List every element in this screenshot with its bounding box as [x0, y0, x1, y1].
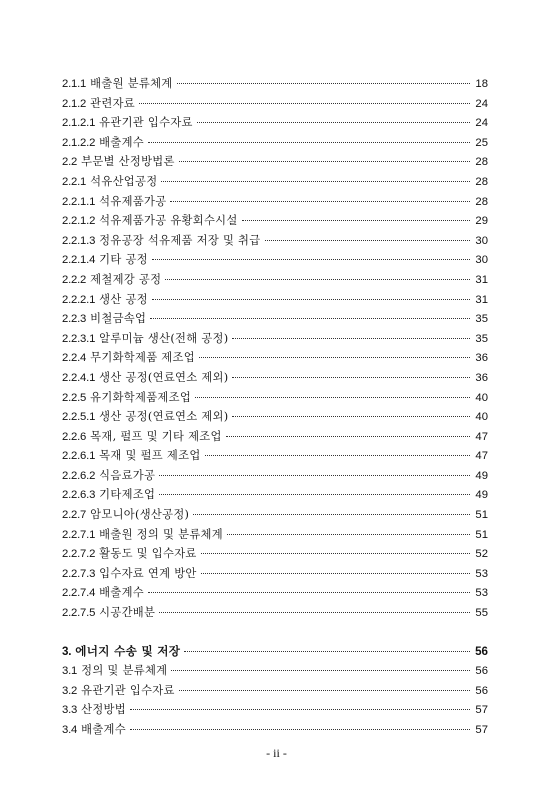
toc-entry-number: 2.2.7.2 [62, 548, 96, 561]
toc-entry[interactable] [62, 270, 488, 290]
toc-entry[interactable] [62, 388, 488, 408]
dot-leader [242, 220, 470, 221]
toc-entry-number: 2.1.2.1 [62, 117, 96, 130]
toc-entry-number: 2.2.1.4 [62, 254, 96, 267]
toc-entry-page: 24 [475, 117, 488, 130]
toc-entry-title: 생산 공정(연료연소 제외) [99, 370, 229, 384]
toc-entry[interactable] [62, 485, 488, 505]
toc-entry-title: 활동도 및 입수자료 [99, 547, 197, 561]
dot-leader [150, 318, 470, 319]
toc-entry[interactable] [62, 152, 488, 172]
toc-entry-title: 정유공장 석유제품 저장 및 취급 [99, 233, 261, 247]
toc-entry-page: 53 [475, 587, 488, 600]
dot-leader [152, 259, 470, 260]
toc-entry[interactable] [62, 427, 488, 447]
toc-entry-page: 31 [475, 273, 488, 286]
toc-entry-page: 18 [475, 78, 488, 90]
toc-entry[interactable] [62, 94, 488, 114]
toc-entry-page: 55 [475, 607, 488, 620]
toc-entry[interactable] [62, 231, 488, 251]
dot-leader [177, 83, 470, 84]
dot-leader [139, 103, 470, 104]
toc-entry[interactable] [62, 446, 488, 466]
toc-entry-page: 28 [475, 156, 488, 169]
toc-entry-number: 2.2.3.1 [62, 332, 96, 345]
toc-entry-title: 목재 및 펄프 제조업 [99, 449, 201, 463]
toc-entry-page: 40 [475, 391, 488, 404]
toc-entry-page: 31 [475, 293, 488, 306]
toc-entry-page: 40 [475, 411, 488, 424]
toc-entry-title: 배출계수 [99, 586, 145, 600]
dot-leader [205, 455, 470, 456]
toc-entry-title: 시공간배분 [99, 606, 156, 620]
toc-entry-number: 2.2.7.4 [62, 587, 96, 600]
toc-entry-page: 25 [475, 136, 488, 149]
toc-entry[interactable] [62, 642, 488, 662]
toc-entry[interactable] [62, 348, 488, 368]
toc-entry-title: 배출계수 [99, 135, 145, 149]
toc-entry[interactable] [62, 250, 488, 270]
toc-entry-title: 유관기관 입수자료 [99, 116, 193, 130]
dot-leader [232, 377, 470, 378]
toc-entry-number: 2.2.3 [62, 313, 87, 326]
dot-leader [184, 651, 470, 652]
toc-entry-title: 배출원 정의 및 분류체계 [99, 527, 223, 541]
toc-entry-number: 2.2.2.1 [62, 293, 96, 306]
dot-leader [159, 612, 470, 613]
toc-entry[interactable] [62, 407, 488, 427]
toc-entry-page: 30 [475, 254, 488, 267]
toc-entry-number: 2.2.4 [62, 352, 87, 365]
toc-entry-page: 35 [475, 313, 488, 326]
toc-entry-title: 생산 공정 [99, 292, 148, 306]
toc-entry-title: 석유산업공정 [90, 174, 158, 188]
toc-entry-number: 2.2.1.3 [62, 234, 96, 247]
toc-entry-number: 2.1.2.2 [62, 136, 96, 149]
toc-entry[interactable] [62, 681, 488, 701]
toc-entry-title: 무기화학제품 제조업 [90, 351, 195, 365]
toc-entry[interactable] [62, 211, 488, 231]
toc-entry-number: 2.2.7 [62, 509, 87, 522]
dot-leader [265, 240, 471, 241]
toc-entry-title: 기타제조업 [99, 488, 156, 502]
toc-entry-page: 36 [475, 371, 488, 384]
dot-leader [199, 357, 470, 358]
toc-entry-title: 입수자료 연계 방안 [99, 566, 197, 580]
dot-leader [197, 122, 470, 123]
toc-entry-title: 부문별 산정방법론 [81, 155, 175, 169]
toc-entry[interactable] [62, 564, 488, 584]
toc-entry-number: 3.3 [62, 704, 78, 717]
toc-entry-number: 2.2.1.2 [62, 215, 96, 228]
toc-entry-number: 2.2.6 [62, 430, 87, 443]
dot-leader [130, 709, 470, 710]
dot-leader [148, 142, 470, 143]
toc-entry[interactable] [62, 113, 488, 133]
toc-entry[interactable] [62, 603, 488, 623]
page-number-footer: - ii - [266, 746, 287, 760]
toc-entry-title: 목재, 펄프 및 기타 제조업 [90, 429, 222, 443]
toc-entry-number: 3.1 [62, 665, 78, 678]
toc-entry-number: 2.2.6.2 [62, 469, 96, 482]
dot-leader [179, 690, 470, 691]
toc-entry-number: 2.2.2 [62, 273, 87, 286]
toc-entry-title: 에너지 수송 및 저장 [75, 643, 181, 658]
toc-entry-title: 석유제품가공 [99, 194, 167, 208]
toc-entry-page: 30 [475, 234, 488, 247]
toc-entry[interactable] [62, 368, 488, 388]
toc-entry-number: 2.2.7.3 [62, 567, 96, 580]
dot-leader [161, 181, 470, 182]
toc-entry-page: 47 [475, 450, 488, 463]
toc-entry-page: 28 [475, 175, 488, 188]
toc-entry-title: 배출원 분류체계 [90, 77, 173, 90]
toc-entry-page: 56 [475, 665, 488, 678]
toc-entry[interactable] [62, 700, 488, 720]
toc-entry-number: 2.2.7.1 [62, 528, 96, 541]
dot-leader [193, 514, 470, 515]
dot-leader [201, 573, 470, 574]
dot-leader [226, 436, 470, 437]
toc-entry-page: 35 [475, 332, 488, 345]
toc-entry[interactable] [62, 309, 488, 329]
dot-leader [165, 279, 470, 280]
toc-entry-number: 2.2.5 [62, 391, 87, 404]
toc-entry[interactable] [62, 544, 488, 564]
toc-entry-number: 2.2.1.1 [62, 195, 96, 208]
toc-entry-page: 49 [475, 469, 488, 482]
toc-entry[interactable] [62, 74, 488, 94]
toc-entry-page: 47 [475, 430, 488, 443]
toc-entry-title: 식음료가공 [99, 468, 156, 482]
toc-entry[interactable] [62, 505, 488, 525]
toc-entry-number: 2.1.1 [62, 78, 87, 90]
toc-entry-number: 2.2.5.1 [62, 411, 96, 424]
toc-entry-number: 2.2.1 [62, 175, 87, 188]
toc-entry-page: 28 [475, 195, 488, 208]
dot-leader [152, 299, 470, 300]
toc-entry-page: 56 [475, 684, 488, 697]
toc-entry-title: 유기화학제품제조업 [90, 390, 192, 404]
toc-entry-title: 석유제품가공 유황회수시설 [99, 214, 238, 228]
dot-leader [232, 338, 470, 339]
toc-entry[interactable] [62, 133, 488, 153]
toc-entry-number: 2.1.2 [62, 97, 87, 110]
toc-entry-title: 관련자료 [90, 96, 135, 110]
toc-entry-title: 생산 공정(연료연소 제외) [99, 410, 229, 424]
toc-entry[interactable] [62, 192, 488, 212]
toc-entry-number: 2.2.6.1 [62, 450, 96, 463]
toc-entry-page: 56 [475, 644, 488, 658]
dot-leader [179, 161, 470, 162]
toc-entry[interactable] [62, 466, 488, 486]
toc-entry-number: 3.4 [62, 724, 78, 736]
dot-leader [130, 729, 470, 730]
toc-entry-number: 3. [62, 644, 72, 658]
toc-entry-title: 알루미늄 생산(전해 공정) [99, 331, 229, 345]
toc-entry-page: 49 [475, 489, 488, 502]
toc-entry-title: 기타 공정 [99, 253, 148, 267]
toc-entry[interactable] [62, 583, 488, 603]
toc-entry[interactable] [62, 172, 488, 192]
toc-entry[interactable] [62, 661, 488, 681]
toc-entry-title: 산정방법 [81, 703, 126, 717]
toc-entry-page: 57 [475, 704, 488, 717]
toc-entry-page: 24 [475, 97, 488, 110]
toc-entry-title: 배출계수 [81, 723, 126, 736]
toc-entry-title: 정의 및 분류체계 [81, 664, 168, 678]
table-of-contents [62, 74, 488, 740]
toc-entry-number: 3.2 [62, 684, 78, 697]
dot-leader [170, 201, 470, 202]
dot-leader [227, 534, 470, 535]
toc-entry-page: 51 [475, 528, 488, 541]
toc-entry[interactable] [62, 525, 488, 545]
toc-entry-title: 제철제강 공정 [90, 272, 162, 286]
toc-entry-page: 29 [475, 215, 488, 228]
toc-entry-number: 2.2.7.5 [62, 607, 96, 620]
dot-leader [195, 397, 470, 398]
toc-entry-page: 36 [475, 352, 488, 365]
toc-entry-title: 비철금속업 [90, 312, 147, 326]
toc-entry-number: 2.2 [62, 156, 78, 169]
toc-entry[interactable] [62, 290, 488, 310]
dot-leader [148, 592, 470, 593]
dot-leader [171, 670, 470, 671]
toc-entry-number: 2.2.4.1 [62, 371, 96, 384]
dot-leader [159, 494, 470, 495]
toc-entry-page: 51 [475, 509, 488, 522]
dot-leader [201, 553, 470, 554]
dot-leader [232, 416, 470, 417]
toc-entry-page: 53 [475, 567, 488, 580]
toc-entry-title: 유관기관 입수자료 [81, 683, 175, 697]
dot-leader [159, 475, 470, 476]
toc-entry-title: 암모니아(생산공정) [90, 508, 190, 522]
toc-entry[interactable] [62, 720, 488, 740]
toc-entry[interactable] [62, 329, 488, 349]
toc-entry-number: 2.2.6.3 [62, 489, 96, 502]
toc-entry-page: 57 [475, 724, 488, 736]
toc-entry-page: 52 [475, 548, 488, 561]
